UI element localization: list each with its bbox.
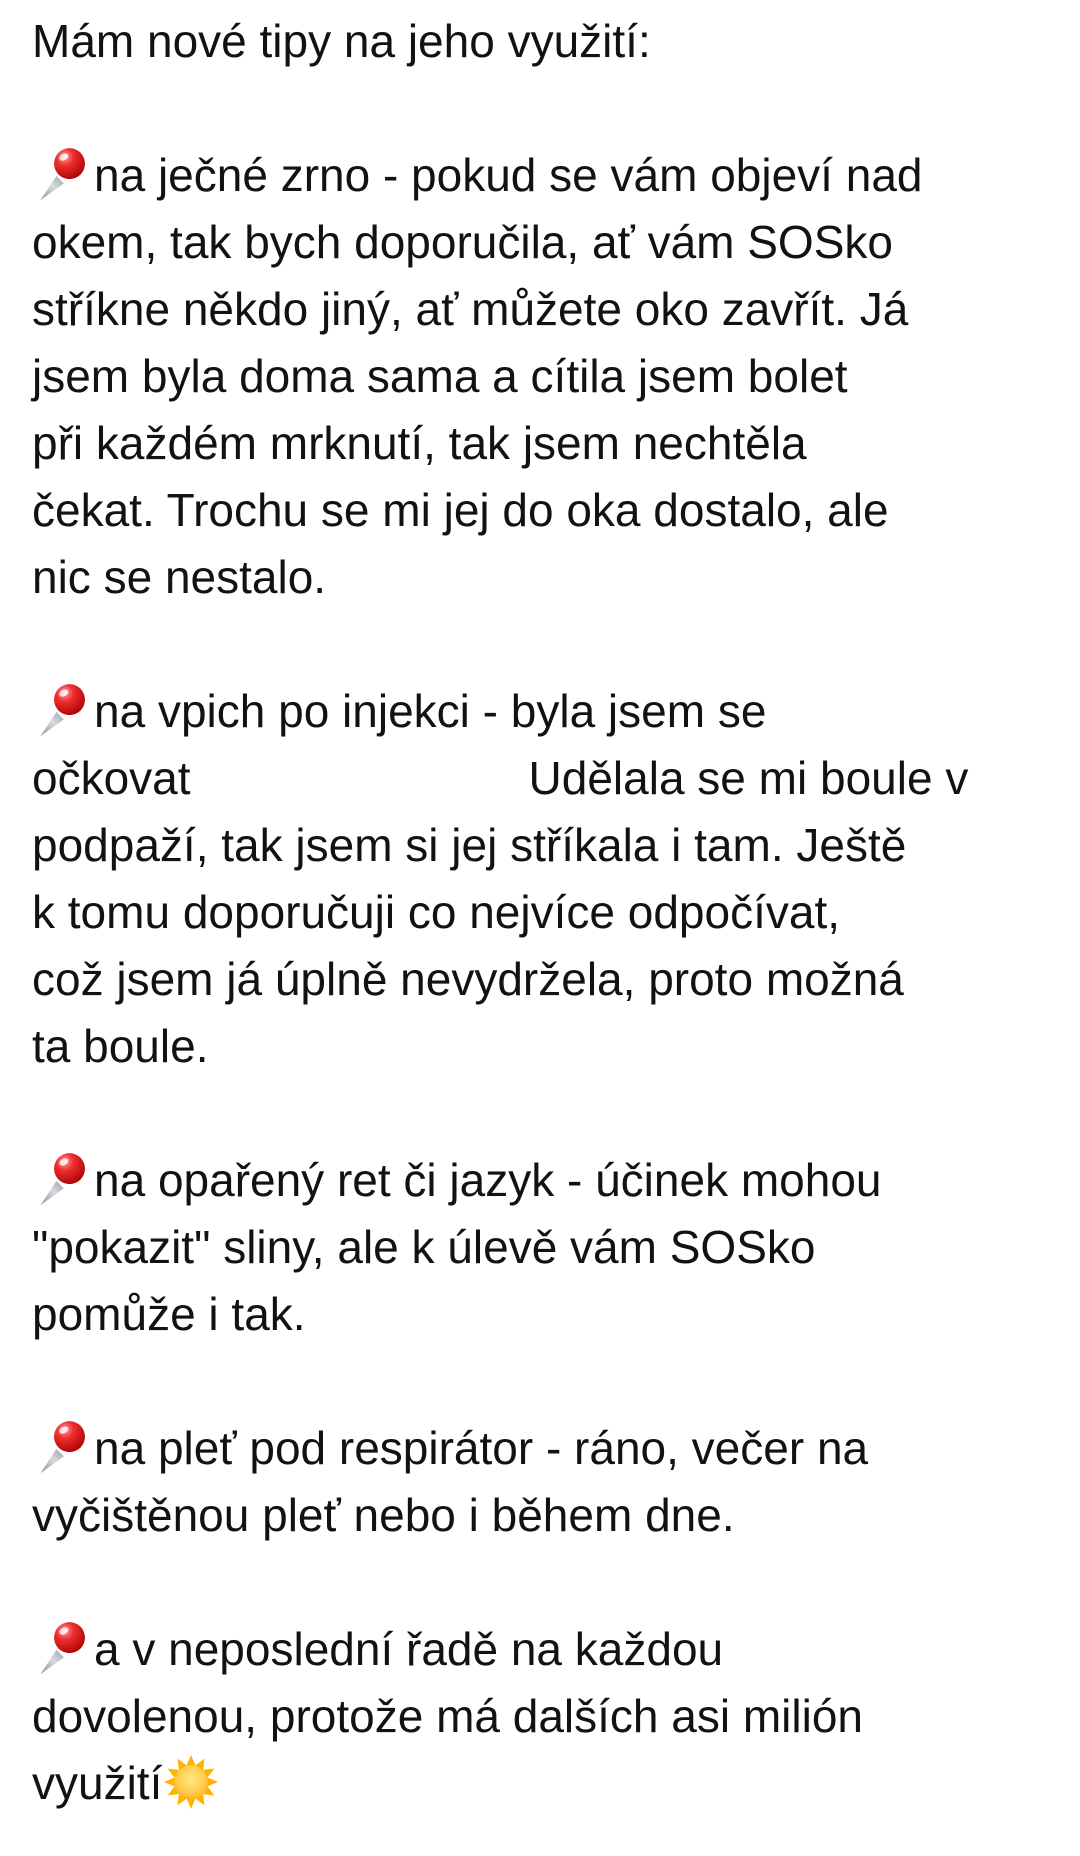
text-line [32,142,1060,209]
text-after-redaction: Udělala se mi boule v [528,752,969,804]
text-line-with-sun [32,1750,1060,1817]
tip-paragraph-injection [32,678,1060,1080]
text-line: k tomu doporučuji co nejvíce odpočívat, [32,886,841,938]
pushpin-icon [32,143,92,203]
text-line-content: využití [32,1757,163,1809]
text-line: dovolenou, protože má dalších asi milión [32,1690,864,1742]
pushpin-icon [32,679,92,739]
intro-line: Mám nové tipy na jeho využití: [32,15,651,67]
text-line-content: na ječné zrno - pokud se vám objeví nad [94,149,923,201]
text-line-content: na vpich po injekci - byla jsem se [94,685,767,737]
text-line: ta boule. [32,1020,209,1072]
text-before-redaction: očkovat [32,752,191,804]
text-line-content: na opařený ret či jazyk - účinek mohou [94,1154,882,1206]
pushpin-icon [32,1617,92,1677]
text-line [32,1616,1060,1683]
intro-paragraph [32,8,1060,75]
text-line [32,1415,1060,1482]
text-line: stříkne někdo jiný, ať můžete oko zavřít. Já [32,283,909,335]
pushpin-icon [32,1416,92,1476]
tip-paragraph-barley-grain [32,142,1060,611]
text-line: podpaží, tak jsem si jej stříkala i tam. Ještě [32,819,907,871]
tip-paragraph-scalded-lip [32,1147,1060,1348]
text-line: při každém mrknutí, tak jsem nechtěla [32,417,807,469]
text-line: vyčištěnou pleť nebo i během dne. [32,1489,735,1541]
pushpin-icon [32,1148,92,1208]
text-line: "pokazit" sliny, ale k úlevě vám SOSko [32,1221,816,1273]
text-line [32,678,1060,745]
text-line: což jsem já úplně nevydržela, proto možná [32,953,904,1005]
text-line: nic se nestalo. [32,551,327,603]
text-line [32,1147,1060,1214]
text-line: jsem byla doma sama a cítila jsem bolet [32,350,848,402]
sun-icon [164,1755,218,1809]
text-line: okem, tak bych doporučila, ať vám SOSko [32,216,893,268]
text-line-content: na pleť pod respirátor - ráno, večer na [94,1422,869,1474]
text-line-with-redaction [32,745,1060,812]
tip-paragraph-respirator-skin [32,1415,1060,1549]
redacted-gap [191,793,529,794]
text-line: čekat. Trochu se mi jej do oka dostalo, ale [32,484,889,536]
tip-paragraph-vacation [32,1616,1060,1817]
text-line-content: a v neposlední řadě na každou [94,1623,724,1675]
text-line: pomůže i tak. [32,1288,306,1340]
